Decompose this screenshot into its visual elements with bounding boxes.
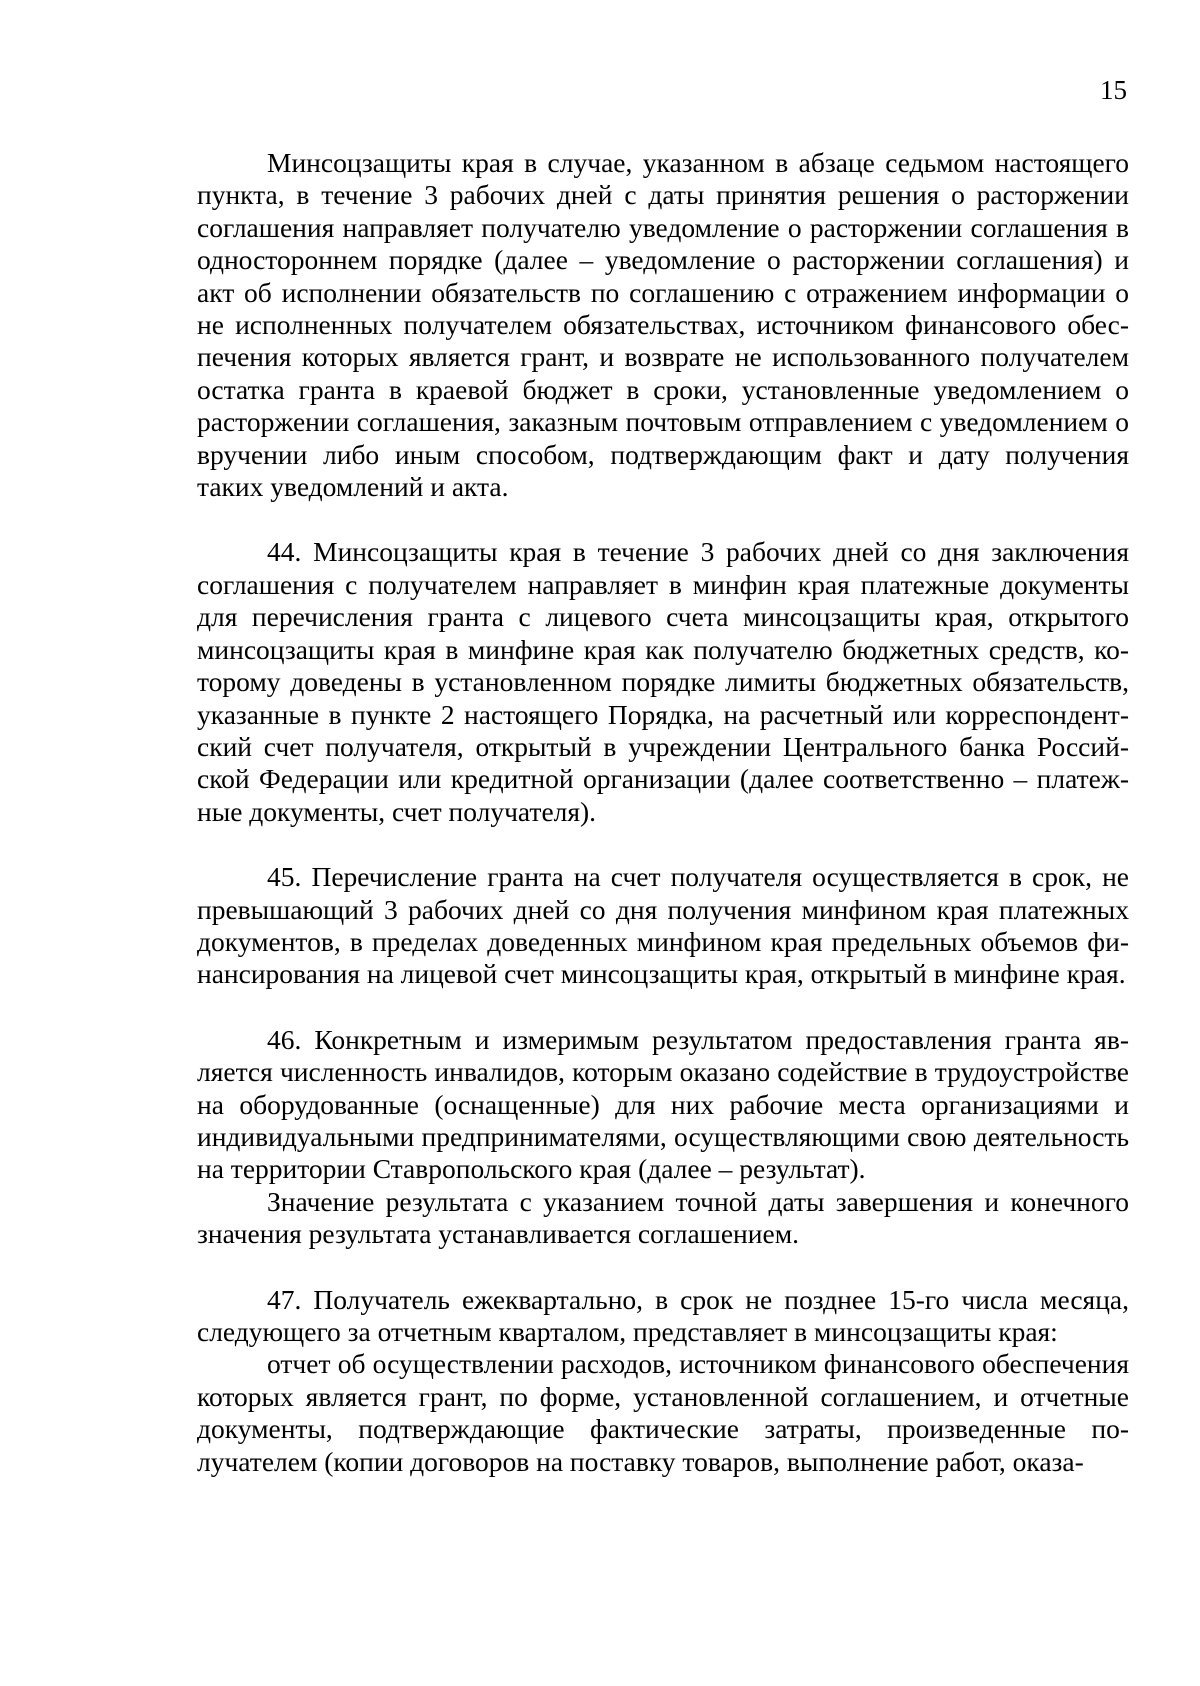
paragraph-44: 44. Минсоцзащиты края в течение 3 рабочих дней со дня заключения соглашения с получателем направляет в минфин края платежные документы для перечисления гранта с лицевого счета минсоцзащиты края, открытого минсоцзащиты края в минфине края как получателю бюджетных средств, которому доведены в установленном порядке лимиты бюджетных обязательств, указанные в пункте 2 настоящего Порядка, на расчетный или корреспондентский счет получателя, открытый в учреждении Центрального банка Российской Федерации или кредитной организации (далее соответственно – платежные документы, счет получателя). [197,536,1129,827]
page-number: 15 [1100,75,1127,105]
paragraph-47-report: отчет об осуществлении расходов, источником финансового обеспечения которых является грант, по форме, установленной соглашением, и отчетные документы, подтверждающие фактические затраты, произведенные получателем (копии договоров на поставку товаров, выполнение работ, оказа- [197,1348,1129,1477]
document-body [197,147,1129,1478]
paragraph-intro: Минсоцзащиты края в случае, указанном в абзаце седьмом настоящего пункта, в течение 3 рабочих дней с даты принятия решения о расторжении соглашения направляет получателю уведомление о расторжении соглашения в одностороннем порядке (далее – уведомление о расторжении соглашения) и акт об исполнении обязательств по соглашению с отражением информации о не исполненных получателем обязательствах, источником финансового обеспечения которых является грант, и возврате не использованного получателем остатка гранта в краевой бюджет в сроки, установленные уведомлением о расторжении соглашения, заказным почтовым отправлением с уведомлением о вручении либо иным способом, подтверждающим факт и дату получения таких уведомлений и акта. [197,147,1129,503]
paragraph-46-result-value: Значение результата с указанием точной даты завершения и конечного значения результата устанавливается соглашением. [197,1185,1129,1250]
paragraph-45: 45. Перечисление гранта на счет получателя осуществляется в срок, не превышающий 3 рабочих дней со дня получения минфином края платежных документов, в пределах доведенных минфином края предельных объемов финансирования на лицевой счет минсоцзащиты края, открытый в минфине края. [197,861,1129,990]
paragraph-47: 47. Получатель ежеквартально, в срок не позднее 15-го числа месяца, следующего за отчетным кварталом, представляет в минсоцзащиты края: [197,1283,1129,1347]
paragraph-46: 46. Конкретным и измеримым результатом предоставления гранта является численность инвалидов, которым оказано содействие в трудоустройстве на оборудованные (оснащенные) для них рабочие места организациями и индивидуальными предпринимателями, осуществляющими свою деятельность на территории Ставропольского края (далее – результат). [197,1023,1129,1185]
